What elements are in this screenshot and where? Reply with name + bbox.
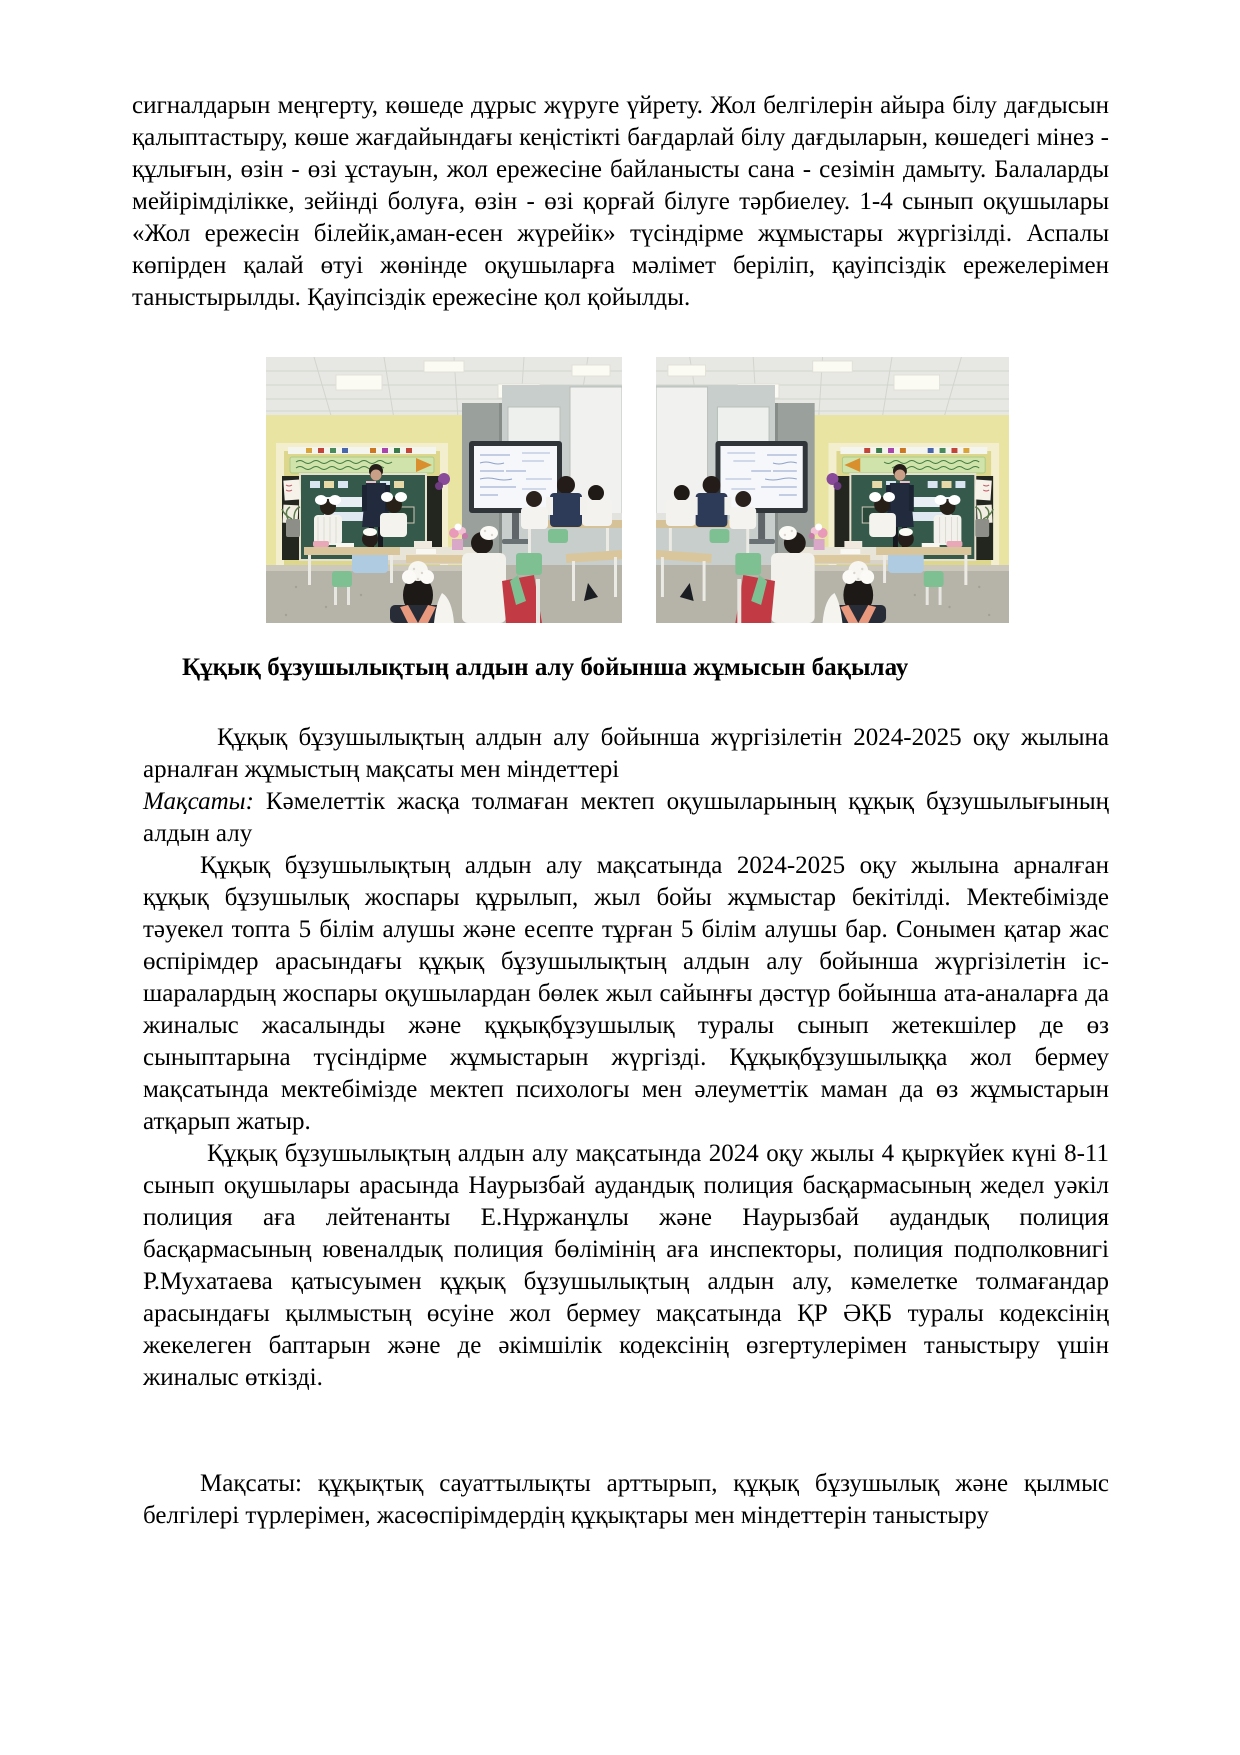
classroom-photo-right	[656, 357, 1009, 623]
objectives-paragraph: Құқық бұзушылықтың алдын алу бойынша жүргізілетін 2024-2025 оқу жылына арналған жұмыстың мақсаты мен міндеттері	[143, 724, 1109, 783]
goal-text: Кәмелеттік жасқа толмаған мектеп оқушыларының құқық бұзушылығының алдын алу	[143, 788, 1109, 847]
classroom-photo-left	[266, 357, 622, 623]
meeting-paragraph: Құқық бұзушылықтың алдын алу мақсатында 2024 оқу жылы 4 қыркүйек күні 8-11 сынып оқушылары арасында Наурызбай аудандық полиция басқармасының жедел уәкіл полиция аға лейтенанты Е.Нұржанұлы және Наурызбай аудандық полиция басқармасының ювеналдық полиция бөлімінің аға инспекторы, полиция подполковнигі Р.Мухатаева қатысуымен құқық бұзушылықтың алдын алу, кәмелетке толмағандар арасындағы қылмыстың өсуіне жол бермеу мақсатында ҚР ӘҚБ туралы кодексінің жекелеген баптарын және де әкімшілік кодексінің өзгертулерімен таныстыру үшін жиналыс өткізді.	[143, 1140, 1109, 1391]
goal-label: Мақсаты:	[143, 788, 254, 815]
section-heading: Құқық бұзушылықтың алдын алу бойынша жұмысын бақылау	[182, 654, 909, 681]
goal-paragraph	[143, 786, 1109, 850]
plan-paragraph: Құқық бұзушылықтың алдын алу мақсатында 2024-2025 оқу жылына арналған құқық бұзушылық жоспары құрылып, жыл бойы жұмыстар бекітілді. Мектебімізде тәуекел топта 5 білім алушы және есепте тұрған 5 білім алушы бар. Сонымен қатар жас өспірімдер арасындағы құқық бұзушылықтың алдын алу бойынша жүргізілетін іс-шаралардың жоспары оқушылардан бөлек жыл сайынғы дәстүр бойынша ата-аналарға да жиналыс жасалынды және құқықбұзушылық туралы сынып жетекшілер де өз сыныптарына түсіндірме жұмыстарын жүргізді. Құқықбұзушылыққа жол бермеу мақсатында мектебімізде мектеп психологы мен әлеуметтік маман да өз жұмыстарын атқарып жатыр.	[143, 852, 1109, 1135]
final-goal-paragraph: Мақсаты: құқықтық сауаттылықты арттырып, құқық бұзушылық және қылмыс белгілері түрлерімен, жасөспірімдердің құқықтары мен міндеттерін таныстыру	[143, 1470, 1109, 1529]
photo-row	[266, 357, 1009, 623]
intro-paragraph: сигналдарын меңгерту, көшеде дұрыс жүруге үйрету. Жол белгілерін айыра білу дағдысын қалыптастыру, көше жағдайындағы кеңістікті бағдарлай білу дағдыларын, көшедегі мінез - құлығын, өзін - өзі ұстауын, жол ережесіне байланысты сана - сезімін дамыту. Балаларды мейірімділікке, зейінді болуға, өзін - өзі қорғай білуге тәрбиелеу. 1-4 сынып оқушылары «Жол ережесін білейік,аман-есен жүрейік» түсіндірме жұмыстары жүргізілді. Аспалы көпірден қалай өтуі жөнінде оқушыларға мәлімет беріліп, қауіпсіздік ережелерімен таныстырылды. Қауіпсіздік ережесіне қол қойылды.	[132, 92, 1109, 311]
